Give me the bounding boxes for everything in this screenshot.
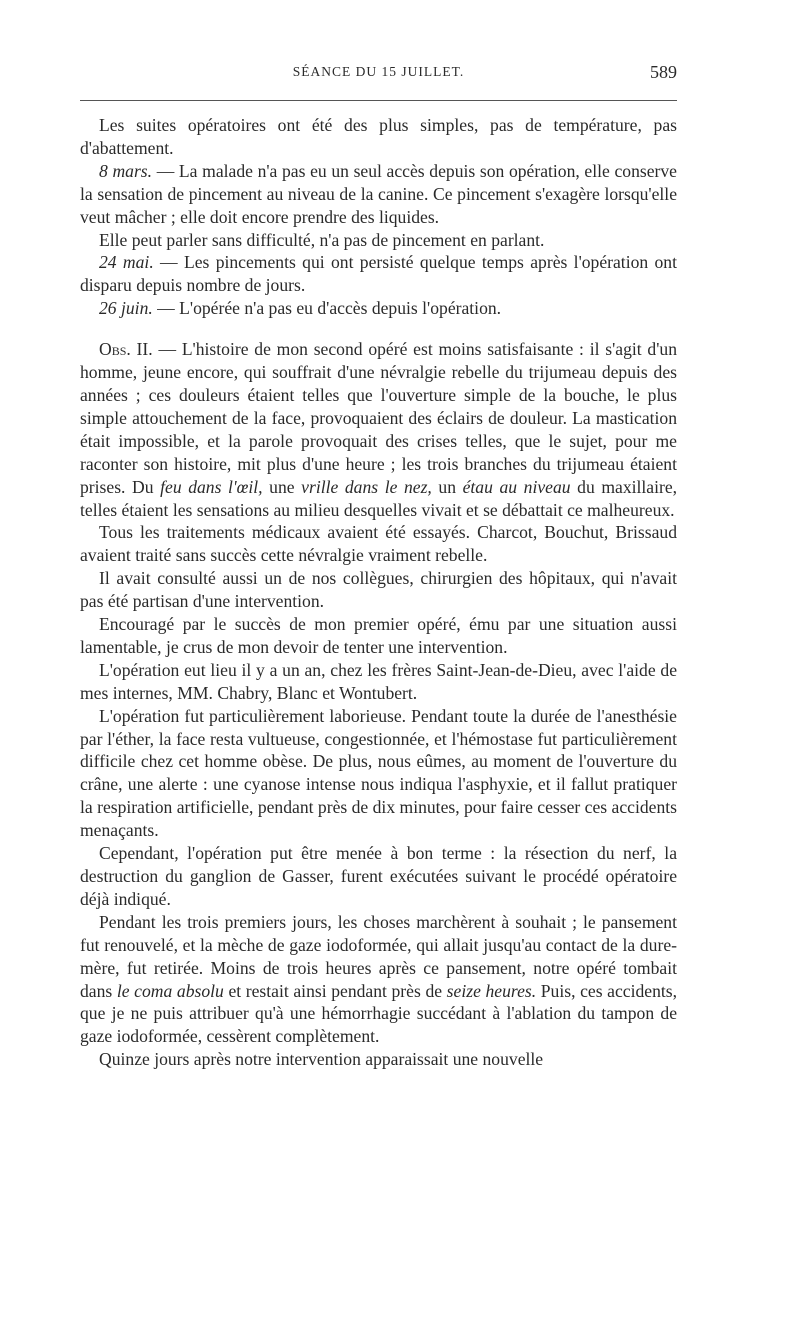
paragraph <box>80 229 677 252</box>
italic-phrase: le coma absolu <box>116 980 224 1001</box>
paragraph-text: — L'histoire de mon second opéré est moins satisfaisante : il s'agit d'un homme, jeune encore, qui souffrait d'une névralgie rebelle du trijumeau depuis des années ; ces douleurs étaient telles que l'ouverture simple de la bouche, le plus simple attouchement de la face, provoquaient des éclairs de douleur. La mastication était impossible, et la parole provoquait des crises telles, que le sujet, pour me raconter son histoire, mit plus d'une heure ; les trois branches du trijumeau étaient prises. Du <box>80 339 677 497</box>
italic-phrase: seize heures. <box>446 980 537 1001</box>
paragraph-text: Elle peut parler sans difficulté, n'a pas de pincement en parlant. <box>99 229 545 250</box>
paragraph-text: — La malade n'a pas eu un seul accès depuis son opération, elle conserve la sensation de pincement au niveau de la canine. Ce pincement s'exagère lorsqu'elle veut mâcher ; elle doit encore prendre des liquides. <box>80 160 677 227</box>
running-header <box>80 62 677 86</box>
paragraph-text: Puis, ces accidents, que je ne puis attribuer qu'à une hémorrhagie succédant à l'ablation du tampon de gaze iodoformée, cessèrent complètement. <box>80 980 678 1047</box>
date-label: 24 mai. <box>99 252 154 273</box>
paragraph-text: Quinze jours après notre intervention apparaissait une nouvelle <box>99 1049 544 1070</box>
paragraph <box>80 705 677 842</box>
paragraph <box>80 114 677 160</box>
paragraph <box>80 842 677 911</box>
paragraph-text: Encouragé par le succès de mon premier opéré, ému par une situation aussi lamentable, je crus de mon devoir de tenter une intervention. <box>80 614 677 657</box>
paragraph <box>80 613 677 659</box>
paragraph-text: L'opération fut particulièrement laborieuse. Pendant toute la durée de l'anesthésie par l'éther, la face resta vultueuse, congestionnée, et l'hémostase fut particulièrement difficile chez cet homme obèse. De plus, nous eûmes, au moment de l'ouverture du crâne, une alerte : une cyanose intense nous indiqua l'asphyxie, et il fallut pratiquer la respiration artificielle, pendant près de dix minutes, pour faire cesser ces accidents menaçants. <box>80 705 677 841</box>
paragraph <box>80 1048 677 1071</box>
header-rule <box>80 100 677 101</box>
paragraph-text: et restait ainsi pendant près de <box>223 980 447 1001</box>
paragraph-text: Les suites opératoires ont été des plus simples, pas de température, pas d'abattement. <box>80 115 677 158</box>
paragraph-text: Tous les traitements médicaux avaient été essayés. Charcot, Bouchut, Brissaud avaient traité sans succès cette névralgie vraiment rebelle. <box>80 522 677 566</box>
paragraph <box>80 251 677 297</box>
paragraph <box>80 911 677 1048</box>
paragraph-text: — L'opérée n'a pas eu d'accès depuis l'opération. <box>152 298 502 319</box>
observation-label: Obs. II. <box>99 339 153 360</box>
paragraph-text: Il avait consulté aussi un de nos collègues, chirurgien des hôpitaux, qui n'avait pas été partisan d'une intervention. <box>80 568 677 612</box>
paragraph <box>80 297 677 320</box>
page-number: 589 <box>650 62 677 82</box>
paragraph <box>80 160 677 229</box>
paragraph-text: du maxillaire, telles étaient les sensations au milieu desquelles vivait et se débattait ce malheureux. <box>80 476 678 520</box>
paragraph <box>80 338 677 521</box>
italic-phrase: vrille dans le nez, <box>301 476 432 497</box>
running-title: SÉANCE DU 15 JUILLET. <box>292 64 465 79</box>
paragraph-text: — Les pincements qui ont persisté quelque temps après l'opération ont disparu depuis nombre de jours. <box>80 252 677 296</box>
date-label: 8 mars. <box>99 160 153 181</box>
italic-phrase: étau au niveau <box>462 476 571 497</box>
paragraph-text: L'opération eut lieu il y a un an, chez les frères Saint-Jean-de-Dieu, avec l'aide de mes internes, MM. Chabry, Blanc et Wontubert. <box>80 659 677 703</box>
paragraph-text: Pendant les trois premiers jours, les choses marchèrent à souhait ; le pansement fut renouvelé, et la mèche de gaze iodoformée, qui allait jusqu'au contact de la dure-mère, fut retirée. Moins de trois heures après ce pansement, notre opéré tombait dans <box>80 911 677 1001</box>
paragraph <box>80 521 677 567</box>
paragraph <box>80 659 677 705</box>
paragraph <box>80 567 677 613</box>
body-text <box>80 114 677 1071</box>
paragraph-text: Cependant, l'opération put être menée à bon terme : la résection du nerf, la destruction du ganglion de Gasser, furent exécutées suivant le procédé opératoire déjà indiqué. <box>80 843 677 909</box>
date-label: 26 juin. <box>99 298 153 319</box>
paragraph-text: une <box>262 476 302 497</box>
italic-phrase: feu dans l'œil, <box>160 476 263 497</box>
paragraph-text: un <box>431 476 463 497</box>
